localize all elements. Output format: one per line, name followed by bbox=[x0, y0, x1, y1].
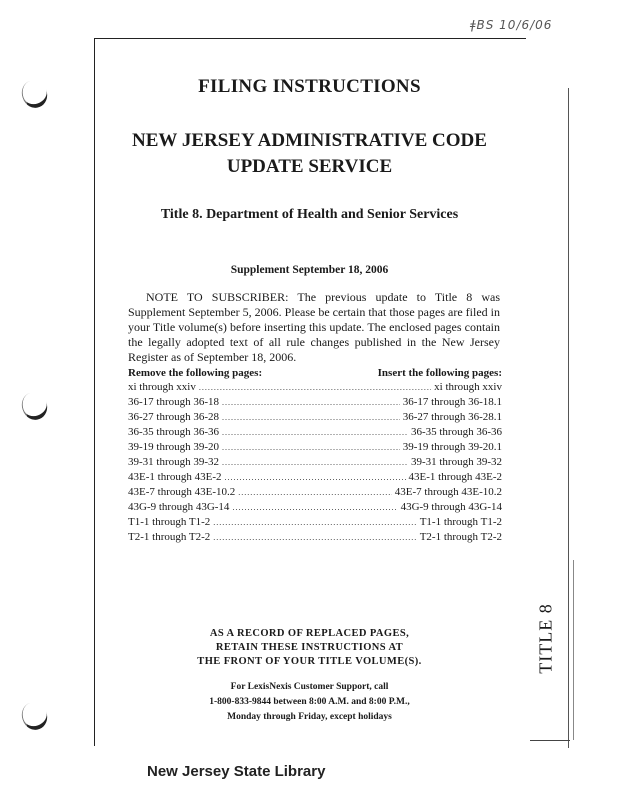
dot-leader bbox=[199, 381, 431, 395]
dot-leader bbox=[213, 531, 416, 545]
pages-table-header bbox=[128, 366, 502, 380]
remove-pages: 43E-1 through 43E-2 bbox=[128, 471, 222, 483]
remove-pages: 43E-7 through 43E-10.2 bbox=[128, 486, 236, 498]
right-margin-line bbox=[568, 88, 569, 748]
insert-pages: 39-19 through 39-20.1 bbox=[402, 441, 502, 453]
table-row bbox=[128, 410, 502, 425]
support-line-3: Monday through Friday, except holidays bbox=[227, 712, 392, 722]
remove-header: Remove the following pages: bbox=[128, 367, 263, 379]
insert-pages: T2-1 through T2-2 bbox=[419, 531, 502, 543]
table-row bbox=[128, 425, 502, 440]
insert-pages: T1-1 through T1-2 bbox=[419, 516, 502, 528]
handwritten-note: ǂBS 10/6/06 bbox=[470, 18, 553, 32]
page-title: FILING INSTRUCTIONS bbox=[198, 76, 421, 97]
dot-leader bbox=[222, 396, 400, 410]
support-line-1: For LexisNexis Customer Support, call bbox=[230, 682, 389, 692]
binder-hole-top bbox=[18, 77, 51, 112]
insert-pages: 43G-9 through 43G-14 bbox=[400, 501, 502, 513]
table-row bbox=[128, 515, 502, 530]
insert-header: Insert the following pages: bbox=[377, 367, 502, 379]
remove-pages: T2-1 through T2-2 bbox=[128, 531, 211, 543]
table-row bbox=[128, 380, 502, 395]
side-tab-label: TITLE 8 bbox=[535, 603, 556, 674]
pages-table bbox=[128, 366, 502, 545]
supplement-date: Supplement September 18, 2006 bbox=[230, 264, 389, 276]
record-notice bbox=[94, 627, 525, 669]
remove-pages: 39-31 through 39-32 bbox=[128, 456, 220, 468]
customer-support bbox=[94, 680, 525, 725]
dot-leader bbox=[222, 426, 408, 440]
subtitle-line-1: NEW JERSEY ADMINISTRATIVE CODE bbox=[132, 130, 487, 151]
table-row bbox=[128, 455, 502, 470]
remove-pages: 43G-9 through 43G-14 bbox=[128, 501, 230, 513]
page-subtitle bbox=[94, 128, 525, 180]
binder-hole-middle bbox=[18, 389, 51, 424]
remove-pages: xi through xxiv bbox=[128, 381, 196, 393]
dot-leader bbox=[238, 486, 392, 500]
dot-leader bbox=[222, 441, 400, 455]
bottom-frame-line bbox=[530, 740, 570, 741]
table-row bbox=[128, 470, 502, 485]
table-row bbox=[128, 485, 502, 500]
subtitle-line-2: UPDATE SERVICE bbox=[226, 156, 393, 177]
insert-pages: 43E-1 through 43E-2 bbox=[408, 471, 502, 483]
side-tab bbox=[528, 604, 564, 684]
record-line-2: RETAIN THESE INSTRUCTIONS AT bbox=[215, 642, 404, 653]
table-row bbox=[128, 530, 502, 545]
dot-leader bbox=[222, 411, 400, 425]
remove-pages: 36-27 through 36-28 bbox=[128, 411, 220, 423]
subscriber-note: NOTE TO SUBSCRIBER: The previous update to Title 8 was Supplement September 5, 2006. Please be certain that those pages are filed in your Title volume(s) before inserting this update. The enclosed pages contain the legally adopted text of all rule changes published in the New Jersey Register as of September 18, 2006. bbox=[128, 290, 500, 364]
insert-pages: 36-35 through 36-36 bbox=[410, 426, 502, 438]
table-row bbox=[128, 500, 502, 515]
record-line-1: AS A RECORD OF REPLACED PAGES, bbox=[209, 628, 410, 639]
remove-pages: T1-1 through T1-2 bbox=[128, 516, 211, 528]
dot-leader bbox=[232, 501, 397, 515]
insert-pages: 36-27 through 36-28.1 bbox=[402, 411, 502, 423]
support-line-2: 1-800-833-9844 between 8:00 A.M. and 8:00 P.M., bbox=[209, 697, 410, 707]
dot-leader bbox=[224, 471, 405, 485]
right-margin-line-secondary bbox=[573, 560, 574, 740]
insert-pages: 39-31 through 39-32 bbox=[410, 456, 502, 468]
remove-pages: 39-19 through 39-20 bbox=[128, 441, 220, 453]
insert-pages: 43E-7 through 43E-10.2 bbox=[394, 486, 502, 498]
table-row bbox=[128, 440, 502, 455]
remove-pages: 36-35 through 36-36 bbox=[128, 426, 220, 438]
binder-hole-bottom bbox=[18, 699, 51, 734]
record-line-3: THE FRONT OF YOUR TITLE VOLUME(S). bbox=[197, 656, 422, 667]
insert-pages: 36-17 through 36-18.1 bbox=[402, 396, 502, 408]
dot-leader bbox=[213, 516, 416, 530]
dot-leader bbox=[222, 456, 408, 470]
insert-pages: xi through xxiv bbox=[434, 381, 502, 393]
table-row bbox=[128, 395, 502, 410]
remove-pages: 36-17 through 36-18 bbox=[128, 396, 220, 408]
library-stamp: New Jersey State Library bbox=[147, 763, 326, 780]
department-heading: Title 8. Department of Health and Senior Services bbox=[160, 207, 459, 222]
